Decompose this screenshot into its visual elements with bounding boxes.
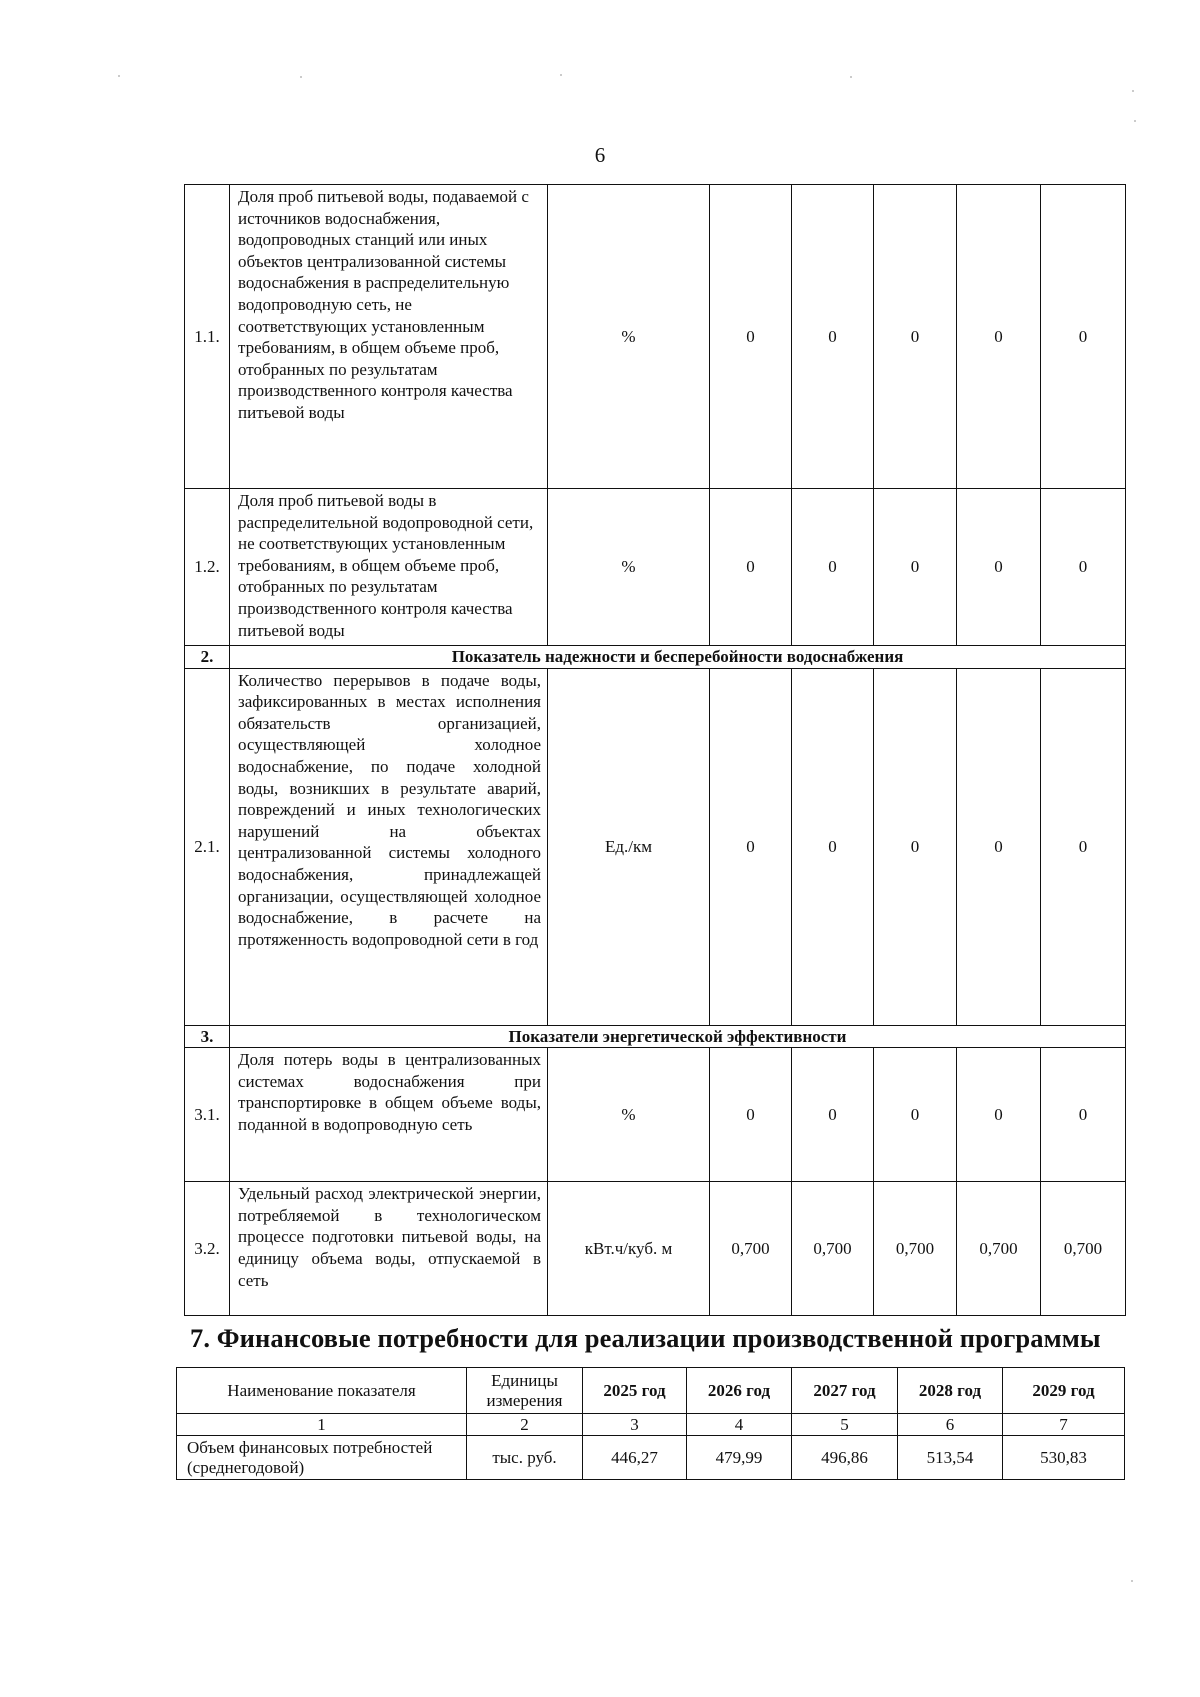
indicator-description: Удельный расход электрической энергии, потребляемой в технологическом процессе подготовки питьевой воды, на единицу объема воды, отпускаемой в сеть <box>230 1182 548 1316</box>
unit-cell: тыс. руб. <box>467 1436 583 1480</box>
row-number: 3.2. <box>185 1182 230 1316</box>
indicator-description: Доля проб питьевой воды, подаваемой с источников водоснабжения, водопроводных станций или иных объектов централизованной системы водоснабжения в распределительную водопроводную сеть, не соответствующих установленным требованиям, в общем объеме проб, отобранных по результатам производственного контроля качества питьевой воды <box>230 185 548 489</box>
column-header: 2029 год <box>1003 1368 1125 1414</box>
value-cell: 0 <box>874 668 957 1025</box>
row-number: 1.1. <box>185 185 230 489</box>
value-cell: 0 <box>1041 1048 1126 1182</box>
value-cell: 0 <box>710 185 792 489</box>
column-header: 2027 год <box>792 1368 898 1414</box>
value-cell: 496,86 <box>792 1436 898 1480</box>
column-header: 2025 год <box>583 1368 687 1414</box>
column-number-row <box>177 1414 1125 1436</box>
value-cell: 530,83 <box>1003 1436 1125 1480</box>
indicator-description: Доля проб питьевой воды в распределительной водопроводной сети, не соответствующих установленным требованиям, в общем объеме проб, отобранных по результатам производственного контроля качества питьевой воды <box>230 489 548 646</box>
indicator-name: Объем финансовых потребностей (среднегодовой) <box>177 1436 467 1480</box>
row-number: 1.2. <box>185 489 230 646</box>
column-number: 5 <box>792 1414 898 1436</box>
section-row <box>185 1025 1126 1048</box>
row-number: 2.1. <box>185 668 230 1025</box>
value-cell: 0,700 <box>874 1182 957 1316</box>
section-number: 3. <box>185 1025 230 1048</box>
value-cell: 0 <box>710 668 792 1025</box>
table-row <box>185 1048 1126 1182</box>
value-cell: 0 <box>1041 489 1126 646</box>
value-cell: 0 <box>792 185 874 489</box>
table-row <box>185 185 1126 489</box>
column-header: Единицы измерения <box>467 1368 583 1414</box>
scan-speck <box>300 76 302 78</box>
column-header: Наименование показателя <box>177 1368 467 1414</box>
unit-cell: % <box>548 185 710 489</box>
value-cell: 0 <box>710 489 792 646</box>
value-cell: 0 <box>710 1048 792 1182</box>
value-cell: 0 <box>874 185 957 489</box>
scan-speck <box>850 76 852 78</box>
value-cell: 0 <box>792 1048 874 1182</box>
value-cell: 0 <box>957 668 1041 1025</box>
table-row <box>185 1182 1126 1316</box>
value-cell: 0 <box>792 489 874 646</box>
section-number: 2. <box>185 646 230 669</box>
indicator-description: Количество перерывов в подаче воды, зафиксированных в местах исполнения обязательств организацией, осуществляющей холодное водоснабжение, по подаче холодной воды, возникших в результате аварий, повреждений и иных технологических нарушений на объектах централизованной системы холодного водоснабжения, принадлежащей организации, осуществляющей холодное водоснабжение, в расчете на протяженность водопроводной сети в год <box>230 668 548 1025</box>
column-number: 6 <box>898 1414 1003 1436</box>
value-cell: 0,700 <box>710 1182 792 1316</box>
column-number: 7 <box>1003 1414 1125 1436</box>
unit-cell: кВт.ч/куб. м <box>548 1182 710 1316</box>
scan-speck <box>1134 120 1136 122</box>
column-number: 3 <box>583 1414 687 1436</box>
value-cell: 0,700 <box>1041 1182 1126 1316</box>
indicators-table <box>184 184 1126 1316</box>
scan-speck <box>1132 90 1134 92</box>
table-row <box>185 668 1126 1025</box>
column-number: 2 <box>467 1414 583 1436</box>
table-header-row <box>177 1368 1125 1414</box>
value-cell: 0 <box>957 489 1041 646</box>
unit-cell: Ед./км <box>548 668 710 1025</box>
scan-speck <box>560 74 562 76</box>
finance-heading: 7. Финансовые потребности для реализации производственной программы <box>190 1323 1101 1353</box>
column-header: 2026 год <box>687 1368 792 1414</box>
column-number: 1 <box>177 1414 467 1436</box>
value-cell: 0 <box>874 1048 957 1182</box>
value-cell: 0,700 <box>792 1182 874 1316</box>
scan-speck <box>1131 1580 1133 1582</box>
value-cell: 0 <box>874 489 957 646</box>
indicator-description: Доля потерь воды в централизованных системах водоснабжения при транспортировке в общем объеме воды, поданной в водопроводную сеть <box>230 1048 548 1182</box>
value-cell: 479,99 <box>687 1436 792 1480</box>
value-cell: 0 <box>957 1048 1041 1182</box>
table-row <box>185 489 1126 646</box>
section-title: Показатели энергетической эффективности <box>230 1025 1126 1048</box>
value-cell: 446,27 <box>583 1436 687 1480</box>
value-cell: 0 <box>1041 185 1126 489</box>
value-cell: 0,700 <box>957 1182 1041 1316</box>
row-number: 3.1. <box>185 1048 230 1182</box>
column-number: 4 <box>687 1414 792 1436</box>
section-row <box>185 646 1126 669</box>
value-cell: 0 <box>792 668 874 1025</box>
value-cell: 0 <box>1041 668 1126 1025</box>
page-number: 6 <box>594 143 606 167</box>
column-header: 2028 год <box>898 1368 1003 1414</box>
finance-table <box>176 1367 1125 1480</box>
section-title: Показатель надежности и бесперебойности водоснабжения <box>230 646 1126 669</box>
scan-speck <box>118 75 120 77</box>
table-row <box>177 1436 1125 1480</box>
unit-cell: % <box>548 489 710 646</box>
value-cell: 0 <box>957 185 1041 489</box>
value-cell: 513,54 <box>898 1436 1003 1480</box>
unit-cell: % <box>548 1048 710 1182</box>
